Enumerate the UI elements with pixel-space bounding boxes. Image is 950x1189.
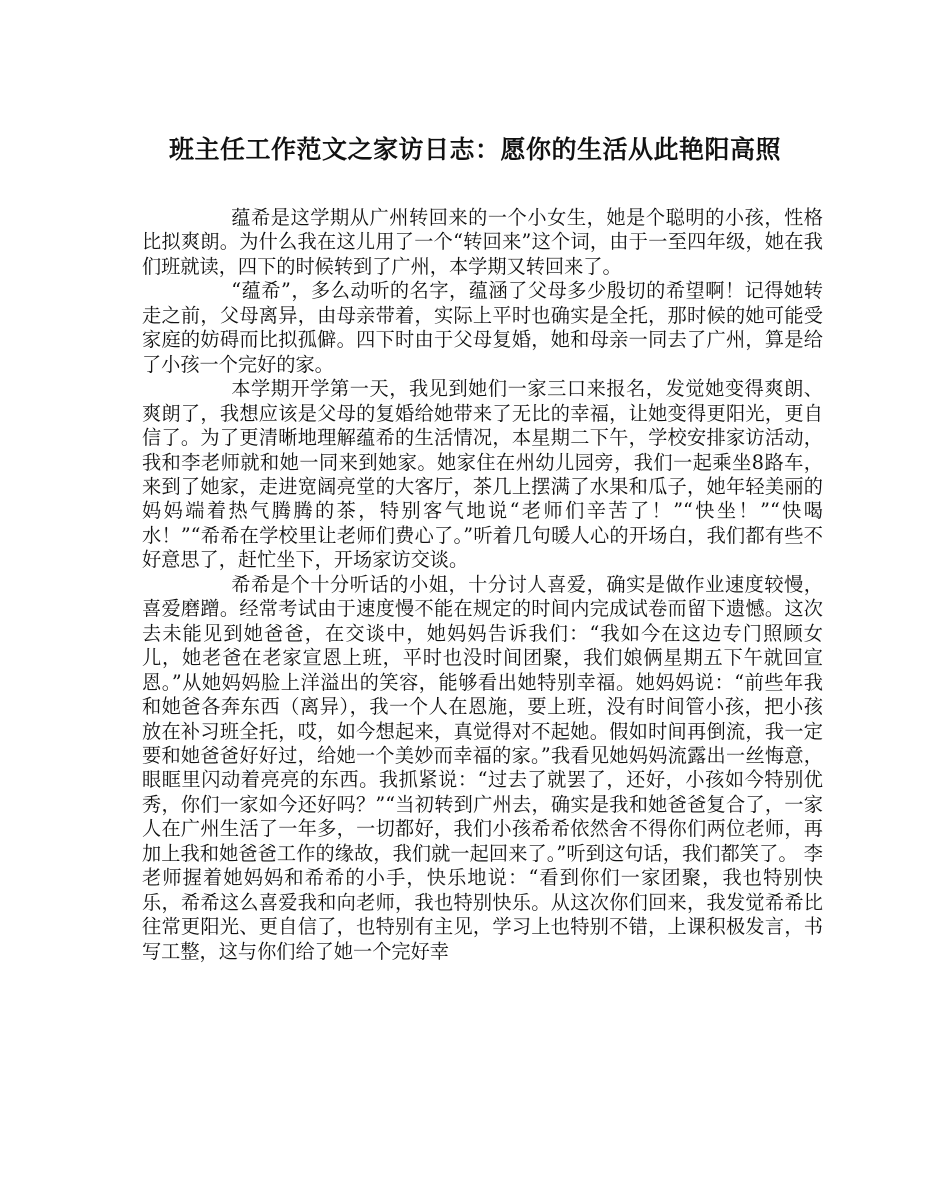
paragraph-2: “蕴希”，多么动听的名字，蕴涵了父母多少殷切的希望啊！记得她转走之前，父母离异，由母亲带着，实际上平时也确实是全托，那时候的她可能受家庭的妨碍而比拟孤僻。四下时由于父母复婚，她和母亲一同去了广州，算是给了小孩一个完好的家。 xyxy=(142,279,823,376)
document-body xyxy=(142,206,823,964)
paragraph-3: 本学期开学第一天，我见到她们一家三口来报名，发觉她变得爽朗、爽朗了，我想应该是父母的复婚给她带来了无比的幸福，让她变得更阳光，更自信了。为了更清晰地理解蕴希的生活情况，本星期二下午，学校安排家访活动，我和李老师就和她一同来到她家。她家住在州幼儿园旁，我们一起乘坐8路车，来到了她家，走进宽阔亮堂的大客厅，茶几上摆满了水果和瓜子，她年轻美丽的妈妈端着热气腾腾的茶，特别客气地说“老师们辛苦了！”“快坐！”“快喝水！”“希希在学校里让老师们费心了。”听着几句暖人心的开场白，我们都有些不好意思了，赶忙坐下，开场家访交谈。 xyxy=(142,377,823,572)
paragraph-1: 蕴希是这学期从广州转回来的一个小女生，她是个聪明的小孩，性格比拟爽朗。为什么我在这儿用了一个“转回来”这个词，由于一至四年级，她在我们班就读，四下的时候转到了广州，本学期又转回来了。 xyxy=(142,206,823,278)
paragraph-4: 希希是个十分听话的小姐，十分讨人喜爱，确实是做作业速度较慢，喜爱磨蹭。经常考试由于速度慢不能在规定的时间内完成试卷而留下遗憾。这次去未能见到她爸爸，在交谈中，她妈妈告诉我们：“我如今在这边专门照顾女儿，她老爸在老家宣恩上班，平时也没时间团聚，我们娘俩星期五下午就回宣恩。”从她妈妈脸上洋溢出的笑容，能够看出她特别幸福。她妈妈说：“前些年我和她爸各奔东西（离异），我一个人在恩施，要上班，没有时间管小孩，把小孩放在补习班全托，哎，如今想起来，真觉得对不起她。假如时间再倒流，我一定要和她爸爸好好过，给她一个美妙而幸福的家。”我看见她妈妈流露出一丝悔意，眼眶里闪动着亮亮的东西。我抓紧说：“过去了就罢了，还好，小孩如今特别优秀，你们一家如今还好吗？”“当初转到广州去，确实是我和她爸爸复合了，一家人在广州生活了一年多，一切都好，我们小孩希希依然舍不得你们两位老师，再加上我和她爸爸工作的缘故，我们就一起回来了。”听到这句话，我们都笑了。 李老师握着她妈妈和希希的小手，快乐地说：“看到你们一家团聚，我也特别快乐，希希这么喜爱我和向老师，我也特别快乐。从这次你们回来，我发觉希希比往常更阳光、更自信了，也特别有主见，学习上也特别不错，上课积极发言，书写工整，这与你们给了她一个完好幸 xyxy=(142,572,823,963)
document-title: 班主任工作范文之家访日志：愿你的生活从此艳阳高照 xyxy=(168,135,781,164)
